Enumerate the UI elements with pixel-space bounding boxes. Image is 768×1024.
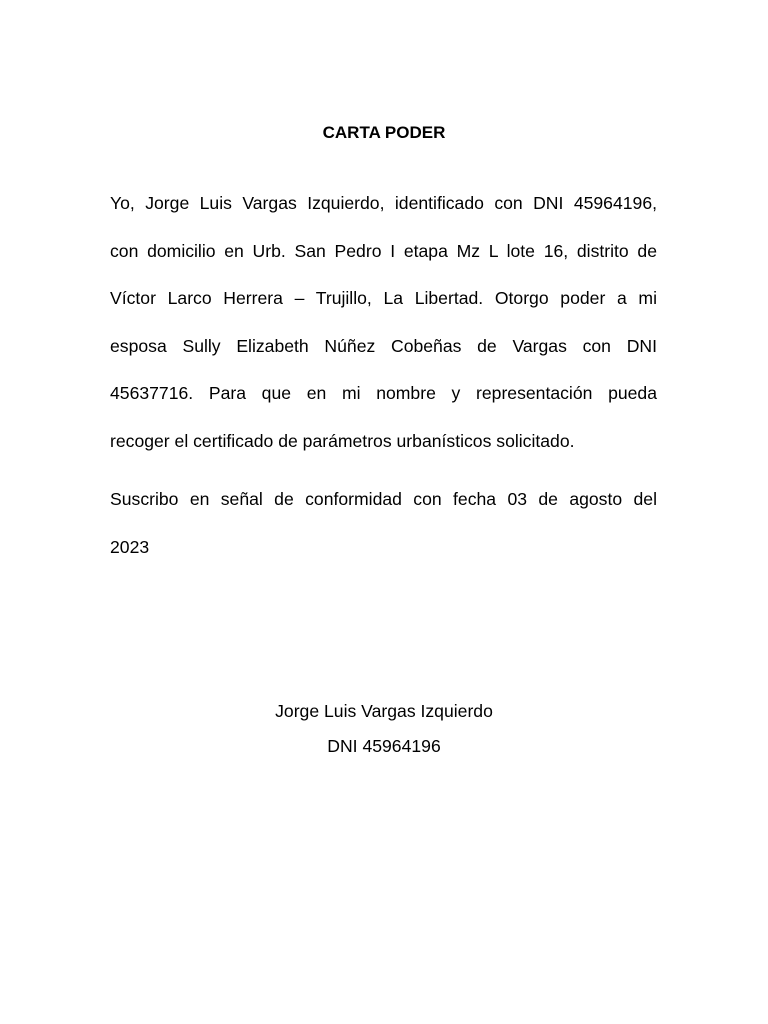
signature-dni: DNI 45964196 (327, 736, 441, 756)
paragraph-conformity (110, 476, 657, 571)
paragraph-line: 45637716. Para que en mi nombre y representación pueda (110, 383, 657, 404)
paragraph-line: esposa Sully Elizabeth Núñez Cobeñas de Vargas con DNI (110, 335, 657, 356)
paragraph-line: Víctor Larco Herrera – Trujillo, La Libertad. Otorgo poder a mi (110, 288, 657, 309)
paragraph-line: recoger el certificado de parámetros urbanísticos solicitado. (110, 430, 575, 451)
paragraph-line: 2023 (110, 536, 150, 557)
document-title: CARTA PODER (322, 123, 446, 142)
paragraph-line: Suscribo en señal de conformidad con fecha 03 de agosto del (110, 489, 657, 509)
paragraph-power-grant (110, 180, 657, 466)
paragraph-line: con domicilio en Urb. San Pedro I etapa Mz L lote 16, distrito de (110, 240, 657, 261)
signature-name: Jorge Luis Vargas Izquierdo (275, 701, 493, 721)
paragraph-line: Yo, Jorge Luis Vargas Izquierdo, identificado con DNI 45964196, (110, 193, 657, 213)
